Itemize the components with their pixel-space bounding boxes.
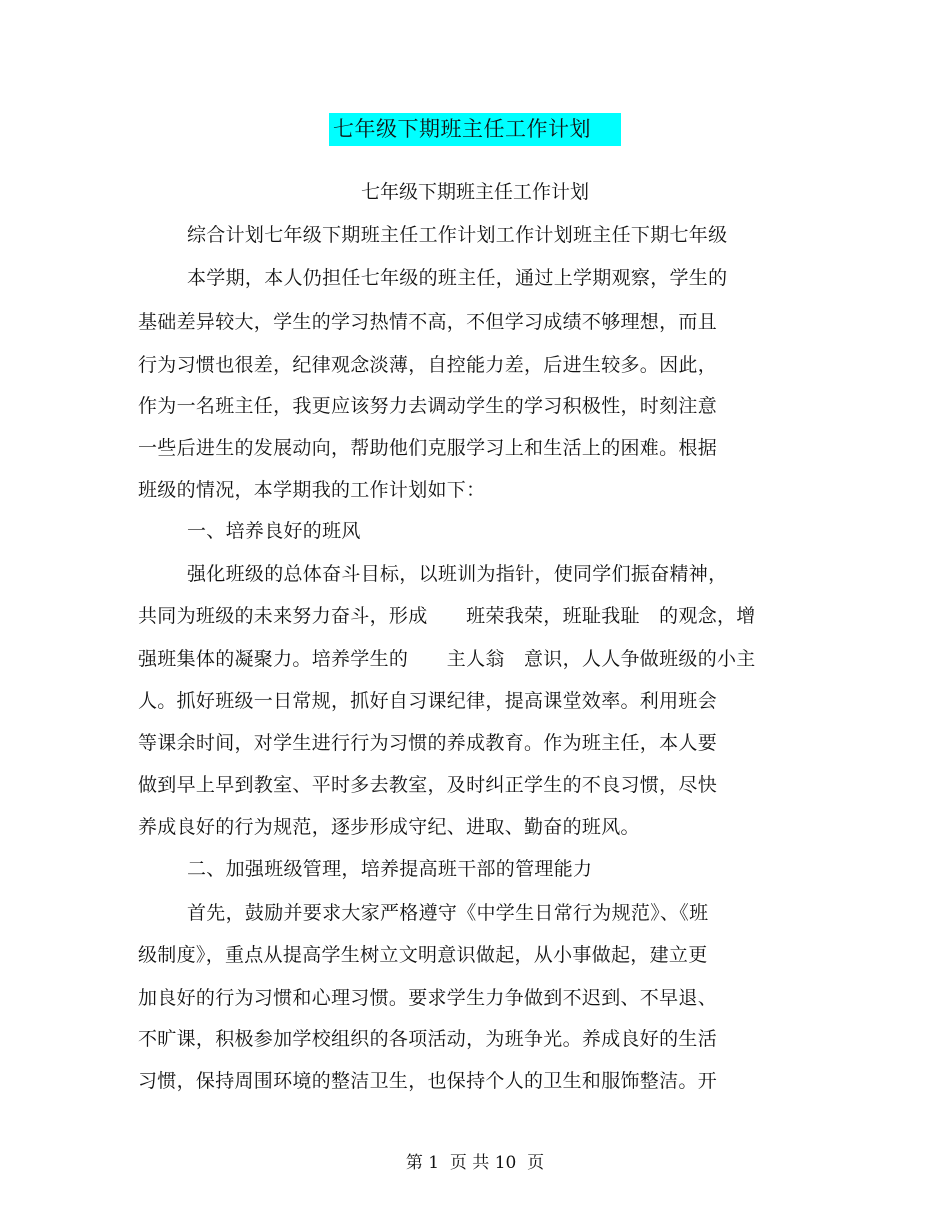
document-subtitle: 七年级下期班主任工作计划 — [360, 181, 589, 203]
paragraph-line: 共同为班级的未来努力奋斗，形成 班荣我荣，班耻我耻 的观念，增 — [138, 605, 756, 627]
paragraph-line: 首先，鼓励并要求大家严格遵守《中学生日常行为规范》、《班 — [187, 902, 709, 924]
title-container — [0, 113, 950, 146]
paragraph-line: 习惯，保持周围环境的整洁卫生，也保持个人的卫生和服饰整洁。开 — [138, 1070, 718, 1092]
paragraph-line: 不旷课，积极参加学校组织的各项活动，为班争光。养成良好的生活 — [138, 1028, 718, 1050]
paragraph-line: 本学期，本人仍担任七年级的班主任，通过上学期观察，学生的 — [187, 267, 728, 289]
paragraph-line: 基础差异较大，学生的学习热情不高，不但学习成绩不够理想，而且 — [138, 311, 718, 333]
keywords-line: 综合计划七年级下期班主任工作计划工作计划班主任下期七年级 — [187, 224, 728, 246]
section-heading: 二、加强班级管理，培养提高班干部的管理能力 — [187, 858, 593, 880]
paragraph-line: 强班集体的凝聚力。培养学生的 主人翁 意识，人人争做班级的小主 — [138, 648, 756, 670]
paragraph-line: 人。抓好班级一日常规，抓好自习课纪律，提高课堂效率。利用班会 — [138, 690, 718, 712]
paragraph-line: 强化班级的总体奋斗目标，以班训为指针，使同学们振奋精神， — [187, 563, 728, 585]
section-heading: 一、培养良好的班风 — [187, 520, 361, 542]
paragraph-line: 作为一名班主任，我更应该努力去调动学生的学习积极性，时刻注意 — [138, 395, 718, 417]
paragraph-line: 一些后进生的发展动向，帮助他们克服学习上和生活上的困难。根据 — [138, 437, 718, 459]
paragraph-line: 加良好的行为习惯和心理习惯。要求学生力争做到不迟到、不早退、 — [138, 987, 718, 1009]
document-title: 七年级下期班主任工作计划 — [329, 113, 621, 146]
paragraph-line: 养成良好的行为规范，逐步形成守纪、进取、勤奋的班风。 — [138, 816, 640, 838]
paragraph-line: 行为习惯也很差，纪律观念淡薄，自控能力差，后进生较多。因此， — [138, 354, 718, 376]
paragraph-line: 级制度》，重点从提高学生树立文明意识做起，从小事做起，建立更 — [138, 944, 708, 966]
paragraph-line: 班级的情况，本学期我的工作计划如下： — [138, 479, 486, 501]
paragraph-line: 做到早上早到教室、平时多去教室，及时纠正学生的不良习惯，尽快 — [138, 774, 718, 796]
page-number-footer: 第 1 页 共 10 页 — [405, 1153, 545, 1173]
paragraph-line: 等课余时间，对学生进行行为习惯的养成教育。作为班主任，本人要 — [138, 732, 718, 754]
